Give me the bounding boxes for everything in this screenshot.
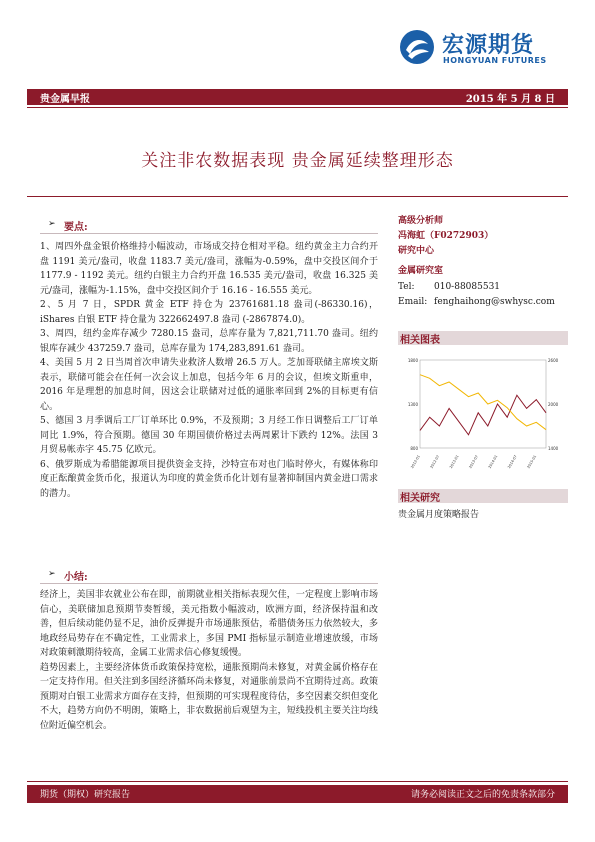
analyst-name: 冯海虹（F0272903） (398, 231, 494, 241)
key-point-item: 1、周四外盘金银价格维持小幅波动，市场成交持仓相对平稳。纽约黄金主力合约开盘 1191 美元/盎司，收盘 1183.7 美元/盎司，涨幅为-0.59%，盘中交投区间介于 1177.9 - 1192 美元。纽约白银主力合约开盘 16.535 美元/盎司，收盘 16.325 美元/盎司，涨幅为-1.15%，盘中交投区间介于 16.16 - 16.555 美元。 (40, 242, 378, 296)
analyst-title: 高级分析师 (398, 216, 444, 226)
related-chart-heading (398, 331, 568, 345)
arrow-bullet-icon: ➢ (48, 569, 56, 579)
chart-series-line-left (420, 395, 546, 435)
summary-label: 小结: (64, 572, 88, 583)
chart-right-tick-label: 2000 (548, 402, 559, 407)
chart-left-tick-label: 1800 (407, 358, 418, 363)
chart-x-tick-label: 2012-01 (410, 454, 421, 470)
chart-x-tick-label: 2015-01 (526, 454, 538, 470)
key-point-item: 4、美国 5 月 2 日当周首次申请失业救济人数增 26.5 万人。芝加哥联储主席埃文斯表示，联储可能会在任何一次会议上加息，包括今年 6 月的会议，但埃文斯重申，2016 年是理想的加息时间，因这会让联储对过低的通胀率回到 2%的目标更有信心。 (40, 358, 378, 412)
chart-x-tick-label: 2012-07 (429, 454, 441, 470)
tel-row (398, 282, 500, 292)
price-chart (398, 350, 568, 470)
key-point-item: 3、周四，纽约金库存减少 7280.15 盎司，总库存量为 7,821,711.70 盎司。纽约银库存减少 437259.7 盎司，总库存量为 174,283,891.61 盎司。 (40, 329, 378, 354)
title-rule (27, 196, 568, 197)
summary-paragraph: 经济上，美国非农就业公布在即，前期就业相关指标表现欠佳，一定程度上影响市场信心，美联储加息预期节奏暂缓，美元指数小幅波动，欧洲方面，经济保持温和改善，但后续动能仍显不足，油价反弹提升市场通胀预估，希腊债务压力依然较大，多地政经局势存在不确定性，工业需求上，多国 PMI 指标显示制造业增速放缓，市场对政策刺激期待较高，金属工业需求信心修复缓慢。 (40, 590, 378, 658)
key-points-label: 要点: (64, 222, 88, 233)
footer-disclaimer: 请务必阅读正文之后的免责条款部分 (410, 790, 555, 800)
analyst-department: 研究中心 (398, 246, 435, 256)
related-research-label: 相关研究 (400, 493, 440, 504)
arrow-bullet-icon: ➢ (48, 219, 56, 229)
email-link[interactable]: fenghaihong@swhysc.com (434, 297, 555, 307)
analyst-contact (398, 282, 568, 312)
brand-logo (398, 26, 570, 70)
chart-x-tick-label: 2014-01 (487, 454, 499, 470)
key-point-item: 2、5 月 7 日，SPDR 黄金 ETF 持仓为 23761681.18 盎司(-86330.16)，iShares 白银 ETF 持仓量为 322662497.8 盎司 (-2867874.0)。 (40, 300, 378, 325)
summary-body (40, 588, 378, 733)
chart-x-tick-label: 2014-07 (507, 454, 518, 470)
tel-value: 010-88085531 (434, 282, 501, 292)
summary-paragraph: 趋势因素上，主要经济体货币政策保持宽松，通胀预期尚未修复，对黄金属价格存在一定支持作用。但关注到多国经济循环尚未修复，对通胀前景尚不宜期待过高。政策预期对白银工业需求方面存在支持，但预期的可实现程度待估，多空因素交织但变化不大，趋势方向仍不明朗，策略上，非农数据前后观望为主，短线投机主要关注均线位附近偏空机会。 (40, 662, 378, 731)
page-title: 关注非农数据表现 贵金属延续整理形态 (141, 151, 454, 171)
related-research-item[interactable]: 贵金属月度策略报告 (398, 510, 480, 520)
key-point-item: 6、俄罗斯成为希腊能源项目提供资金支持，沙特宣布对也门临时停火，有媒体称印度正酝酿黄金货币化，报道认为印度的黄金货币化计划有显著抑制国内黄金进口需求的潜力。 (40, 459, 378, 499)
chart-right-tick-label: 1400 (548, 446, 559, 451)
key-point-item: 5、德国 3 月季调后工厂订单环比 0.9%，不及预期；3 月经工作日调整后工厂订单同比 1.9%，符合预期。德国 30 年期国债价格过去两周累计下跌约 12%。法国 3 月贸易帐赤字 45.75 亿欧元。 (40, 416, 378, 455)
chart-series-line-right (420, 375, 546, 430)
report-date: 2015 年 5 月 8 日 (465, 94, 555, 105)
chart-plot-frame (420, 360, 546, 448)
brand-name-en: HONGYUAN FUTURES (443, 56, 547, 65)
email-label: Email: (398, 297, 428, 307)
email-row (398, 297, 555, 307)
chart-left-tick-label: 800 (410, 446, 418, 451)
analyst-division: 金属研究室 (398, 266, 444, 276)
report-type: 贵金属早报 (40, 94, 90, 105)
header-underline (27, 107, 568, 108)
key-points-body (40, 240, 378, 501)
tel-label: Tel: (398, 282, 415, 292)
summary-heading (40, 568, 378, 584)
chart-x-tick-label: 2013-01 (448, 454, 460, 470)
section-underline (40, 583, 378, 584)
brand-name-cn: 宏源期货 (442, 33, 535, 58)
chart-x-tick-label: 2013-07 (468, 454, 480, 470)
section-underline (40, 233, 378, 234)
footer-rule (27, 781, 568, 782)
related-research-heading (398, 489, 568, 503)
chart-left-tick-label: 1300 (407, 402, 418, 407)
chart-right-tick-label: 2600 (548, 358, 559, 363)
footer-report-type: 期货（期权）研究报告 (40, 790, 131, 800)
key-points-heading (40, 218, 378, 234)
hongyuan-logo-icon (398, 28, 436, 66)
related-chart-label: 相关图表 (400, 335, 440, 346)
price-chart-svg (398, 350, 568, 470)
